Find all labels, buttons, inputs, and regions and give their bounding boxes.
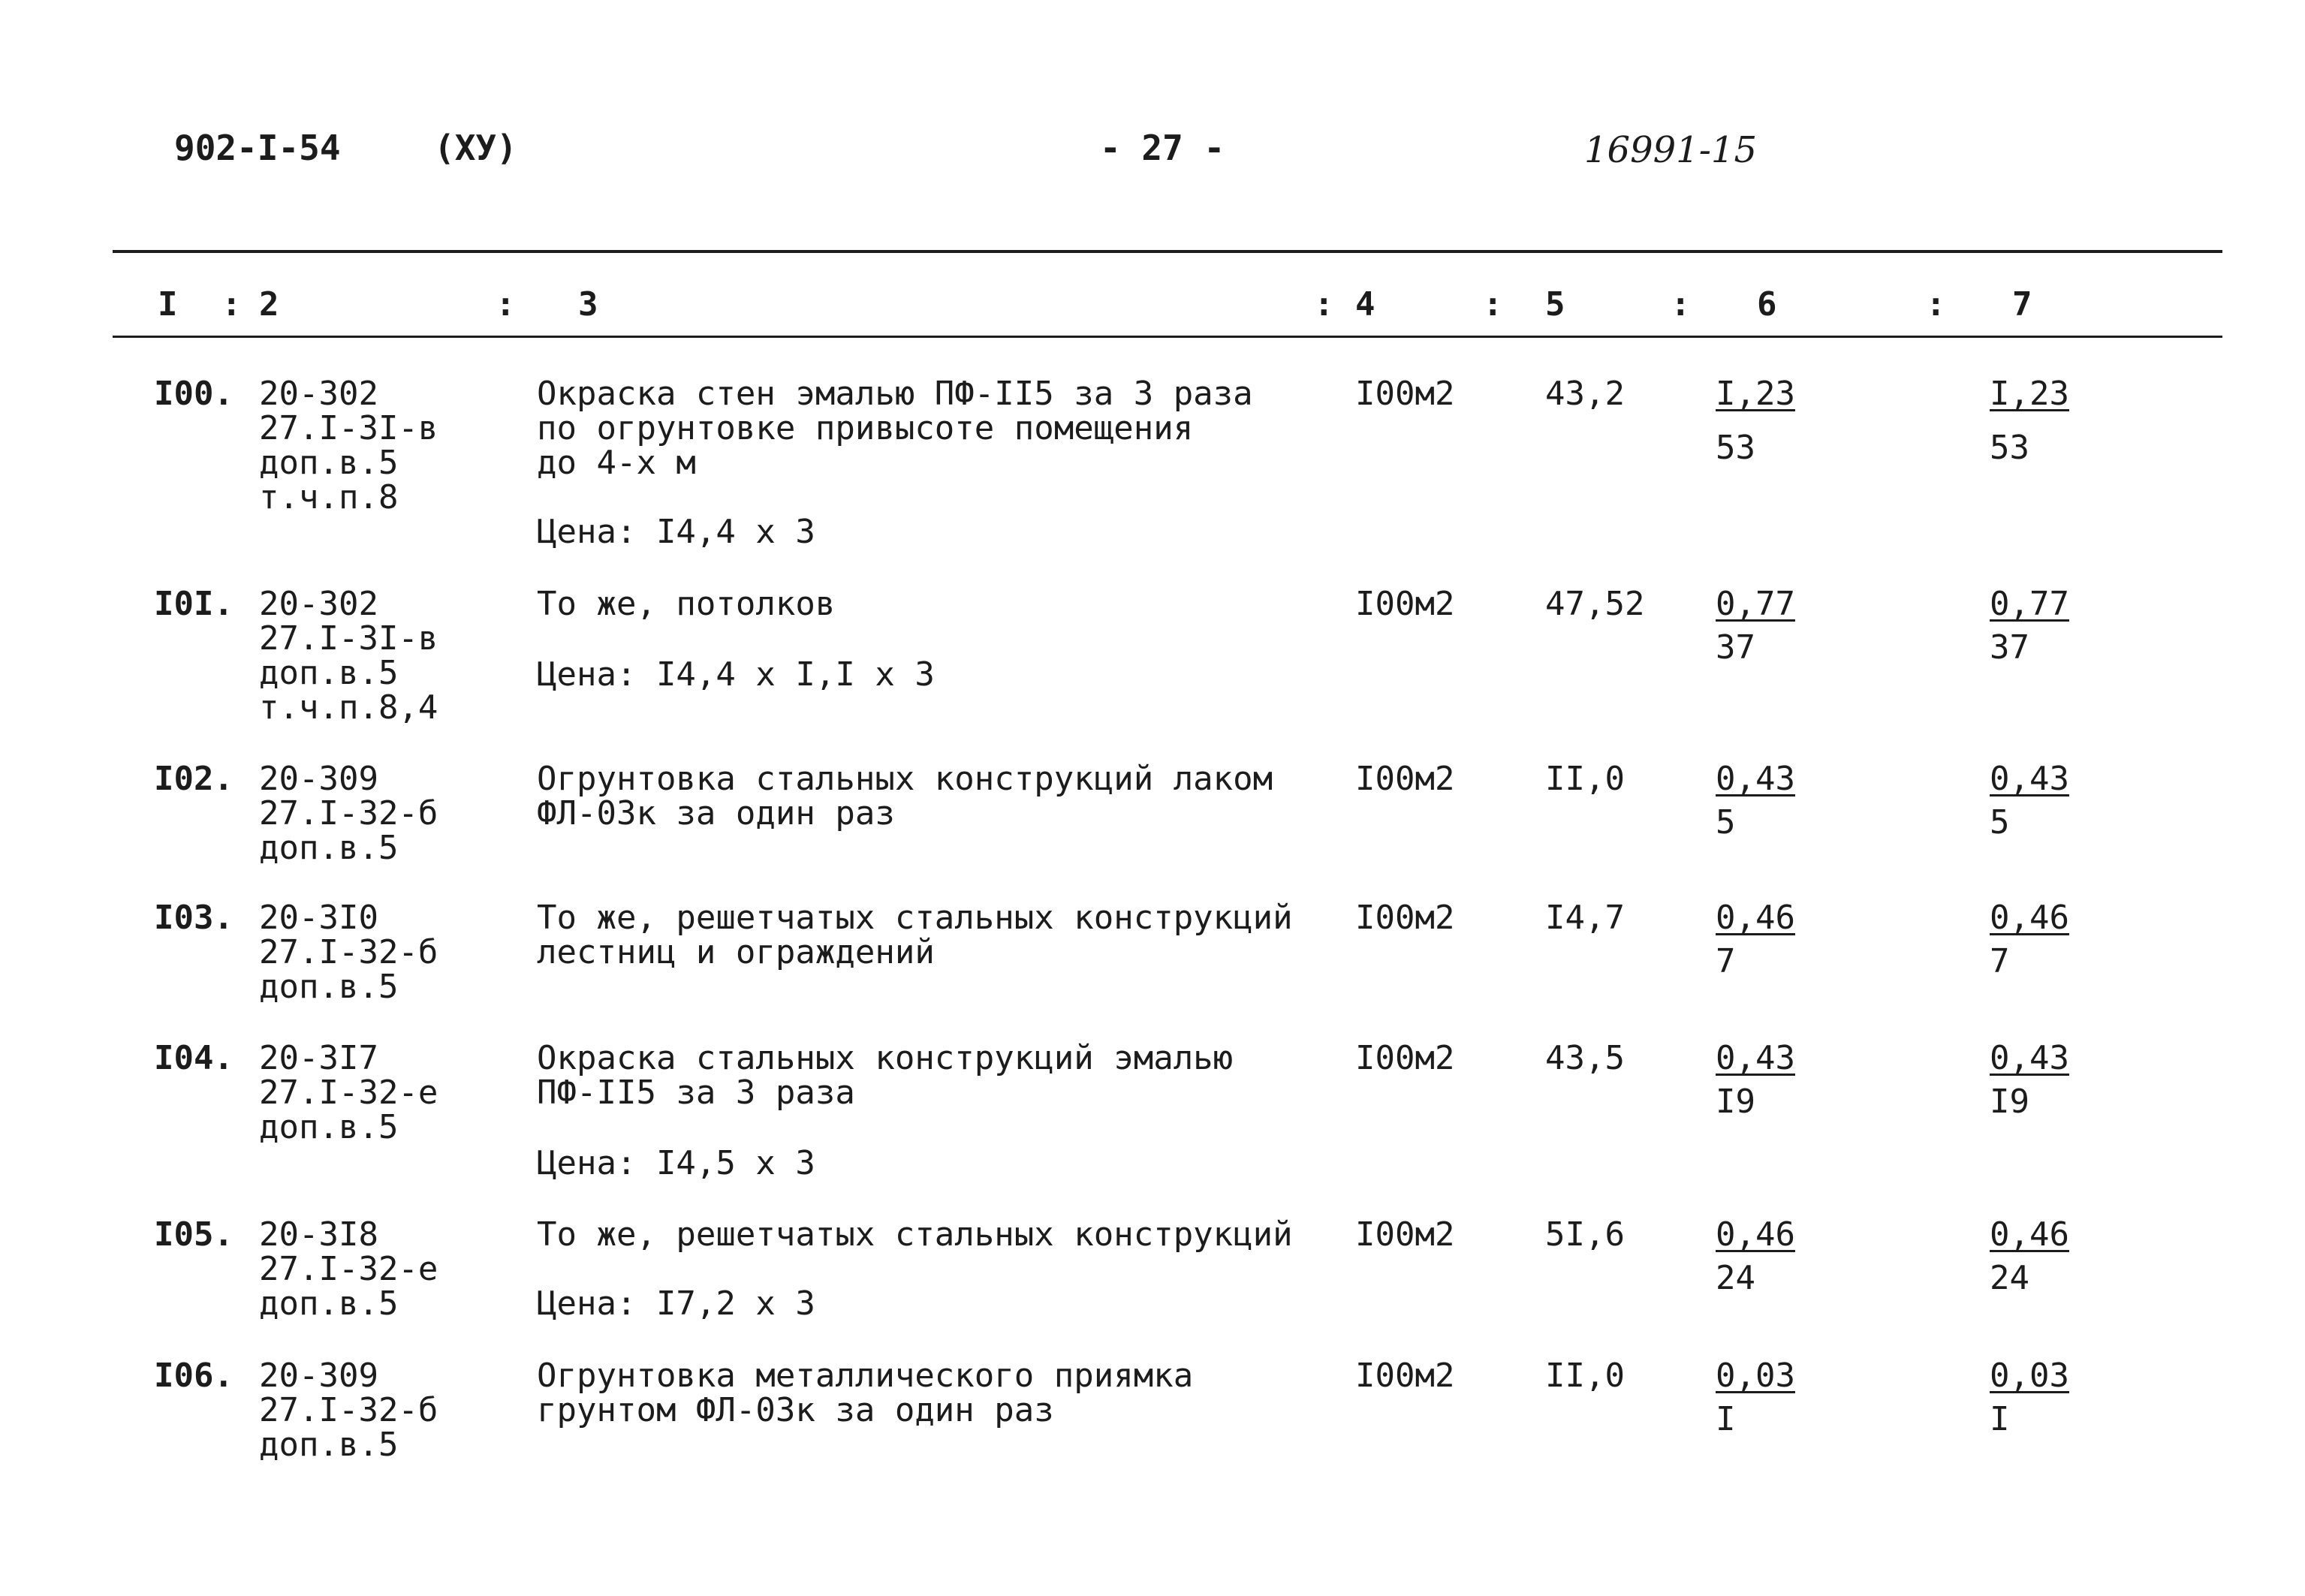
col-7-value: [1990, 762, 2069, 840]
col-6-numerator: 0,46: [1716, 899, 1795, 937]
col-7-denominator: 7: [1990, 942, 2010, 980]
col-separator: :: [221, 285, 242, 324]
work-description: То же, потолков: [537, 585, 836, 623]
col-1-heading: I: [158, 285, 178, 324]
col-separator: :: [1671, 285, 1691, 324]
unit: I00м2: [1355, 1039, 1455, 1077]
section-number: (XУ): [434, 128, 517, 168]
row-number: I06.: [154, 1357, 234, 1395]
col-6-denominator: 24: [1716, 1259, 1755, 1297]
row-number: I04.: [154, 1039, 234, 1077]
col-6-numerator: 0,03: [1716, 1357, 1795, 1395]
col-separator: :: [496, 285, 516, 324]
col-7-numerator: I,23: [1990, 375, 2069, 413]
col-6-value: [1716, 762, 1795, 840]
col-7-numerator: 0,43: [1990, 1039, 2069, 1077]
col-6-value: [1716, 377, 1795, 465]
unit: I00м2: [1355, 1215, 1455, 1254]
row-number: I03.: [154, 899, 234, 937]
unit: I00м2: [1355, 1357, 1455, 1395]
norm-code: 20-302 27.I-3I-в доп.в.5 т.ч.п.8,4: [259, 585, 438, 727]
col-2-heading: 2: [259, 285, 279, 324]
col-6-denominator: 5: [1716, 803, 1736, 842]
inventory-number: 16991-15: [1584, 129, 1757, 171]
col-7-denominator: I: [1990, 1400, 2010, 1438]
col-6-numerator: 0,77: [1716, 585, 1795, 623]
row-number: I00.: [154, 375, 234, 413]
col-7-value: [1990, 587, 2069, 665]
col-7-numerator: 0,46: [1990, 1215, 2069, 1254]
col-7-denominator: 53: [1990, 429, 2029, 467]
col-6-denominator: 7: [1716, 942, 1736, 980]
col-7-value: [1990, 1041, 2069, 1119]
col-6-denominator: 53: [1716, 429, 1755, 467]
col-3-heading: 3: [578, 285, 598, 324]
col-7-denominator: 5: [1990, 803, 2010, 842]
row-number: I05.: [154, 1215, 234, 1254]
col-6-denominator: I: [1716, 1400, 1736, 1438]
col-6-denominator: 37: [1716, 628, 1755, 667]
col-7-value: [1990, 377, 2069, 465]
unit: I00м2: [1355, 760, 1455, 798]
document-code: 902-I-54: [174, 128, 341, 168]
col-6-value: [1716, 1359, 1795, 1437]
col-6-value: [1716, 901, 1795, 979]
unit: I00м2: [1355, 375, 1455, 413]
quantity: II,0: [1545, 1357, 1625, 1395]
work-description: Огрунтовка металлического приямка грунтом ФЛ-03к за один раз: [537, 1357, 1194, 1429]
quantity: I4,7: [1545, 899, 1625, 937]
price-formula: Цена: I4,4 x I,I x 3: [537, 655, 935, 694]
col-6-value: [1716, 587, 1795, 665]
col-6-numerator: 0,43: [1716, 1039, 1795, 1077]
quantity: 43,2: [1545, 375, 1625, 413]
col-6-denominator: I9: [1716, 1083, 1755, 1121]
col-7-value: [1990, 1359, 2069, 1437]
col-7-denominator: 37: [1990, 628, 2029, 667]
norm-code: 20-302 27.I-3I-в доп.в.5 т.ч.п.8: [259, 375, 438, 516]
norm-code: 20-3I0 27.I-32-б доп.в.5: [259, 899, 438, 1006]
col-7-value: [1990, 901, 2069, 979]
unit: I00м2: [1355, 585, 1455, 623]
col-6-numerator: 0,46: [1716, 1215, 1795, 1254]
col-6-numerator: 0,43: [1716, 760, 1795, 798]
col-7-denominator: I9: [1990, 1083, 2029, 1121]
col-7-numerator: 0,46: [1990, 899, 2069, 937]
col-7-numerator: 0,77: [1990, 585, 2069, 623]
row-number: I0I.: [154, 585, 234, 623]
work-description: Окраска стальных конструкций эмалью ПФ-II5 за 3 раза: [537, 1039, 1234, 1112]
col-6-numerator: I,23: [1716, 375, 1795, 413]
norm-code: 20-309 27.I-32-б доп.в.5: [259, 1357, 438, 1464]
work-description: Окраска стен эмалью ПФ-II5 за 3 раза по огрунтовке привысоте помещения до 4-х м: [537, 375, 1253, 482]
row-number: I02.: [154, 760, 234, 798]
quantity: 47,52: [1545, 585, 1645, 623]
page-number: - 27 -: [1100, 128, 1225, 168]
quantity: 5I,6: [1545, 1215, 1625, 1254]
col-7-value: [1990, 1215, 2069, 1297]
price-formula: Цена: I7,2 x 3: [537, 1284, 815, 1323]
work-description: То же, решетчатых стальных конструкций лестниц и ограждений: [537, 899, 1293, 971]
header-bottom-rule: [113, 336, 2222, 338]
col-6-value: [1716, 1041, 1795, 1119]
norm-code: 20-3I7 27.I-32-е доп.в.5: [259, 1039, 438, 1146]
col-7-denominator: 24: [1990, 1259, 2029, 1297]
col-5-heading: 5: [1545, 285, 1565, 324]
col-7-numerator: 0,43: [1990, 760, 2069, 798]
price-formula: Цена: I4,5 x 3: [537, 1144, 815, 1182]
col-6-heading: 6: [1757, 285, 1777, 324]
col-4-heading: 4: [1355, 285, 1375, 324]
quantity: 43,5: [1545, 1039, 1625, 1077]
unit: I00м2: [1355, 899, 1455, 937]
price-formula: Цена: I4,4 x 3: [537, 513, 815, 551]
header-top-rule: [113, 250, 2222, 253]
col-separator: :: [1926, 285, 1946, 324]
work-description: Огрунтовка стальных конструкций лаком ФЛ-03к за один раз: [537, 760, 1273, 833]
work-description: То же, решетчатых стальных конструкций: [537, 1215, 1293, 1254]
col-7-heading: 7: [2012, 285, 2032, 324]
norm-code: 20-309 27.I-32-б доп.в.5: [259, 760, 438, 867]
col-7-numerator: 0,03: [1990, 1357, 2069, 1395]
col-separator: :: [1483, 285, 1503, 324]
norm-code: 20-3I8 27.I-32-е доп.в.5: [259, 1215, 438, 1323]
quantity: II,0: [1545, 760, 1625, 798]
col-separator: :: [1314, 285, 1334, 324]
col-6-value: [1716, 1215, 1795, 1297]
